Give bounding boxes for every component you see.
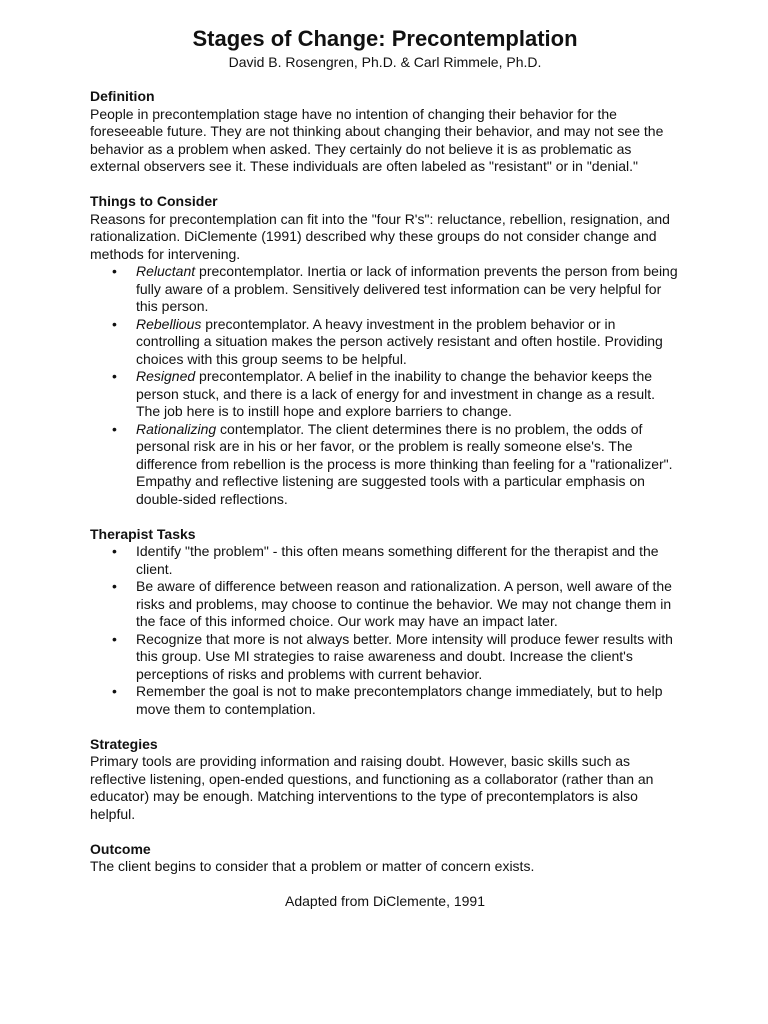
bullet-icon: • [112,578,117,594]
list-item-text: Be aware of difference between reason and rationalization. A person, well aware of the risks and problems, may choose to continue the behavior. We may not change them in the face of this informed choice. Our work may have an impact later. [136,578,672,629]
four-rs-list [90,263,680,508]
footer-citation: Adapted from DiClemente, 1991 [285,893,485,909]
section-heading: Things to Consider [90,193,218,209]
section-definition [90,88,680,176]
bullet-icon: • [112,630,117,647]
list-item-term: Rebellious [136,315,202,332]
section-outcome [90,841,680,876]
list-item [90,263,680,316]
list-item-text: contemplator. The client determines there is no problem, the odds of personal risk are in his or her favor, or the problem is really someone else's. The difference from rebellion is the process is more thinking than feeling for a "rationalizer". Empathy and reflective listening are suggested tools with a particular emphasis on double-sided reflections. [136,420,673,507]
list-item [90,316,680,369]
bullet-icon: • [112,543,117,559]
list-item-text: Identify "the problem" - this often means something different for the therapist and the client. [136,543,659,577]
things-to-consider-intro: Reasons for precontemplation can fit into the "four R's": reluctance, rebellion, resignation, and rationalization. DiClemente (1991) described why these groups do not consider change and methods for intervening. [90,210,670,262]
section-strategies [90,736,680,824]
section-heading: Definition [90,88,155,104]
section-heading: Outcome [90,840,151,857]
list-item-term: Reluctant [136,263,196,279]
section-things-to-consider [90,193,680,508]
bullet-icon: • [112,315,117,332]
list-item [90,578,680,631]
list-item [90,421,680,509]
document-page [90,24,680,911]
list-item [90,683,680,718]
therapist-tasks-list [90,543,680,718]
bullet-icon: • [112,368,117,384]
section-heading: Strategies [90,735,158,752]
page-title: Stages of Change: Precontemplation [192,26,578,51]
section-heading: Therapist Tasks [90,525,196,542]
bullet-icon: • [112,263,117,279]
authors: David B. Rosengren, Ph.D. & Carl Rimmele, Ph.D. [228,54,542,70]
list-item-text: Recognize that more is not always better. More intensity will produce fewer results with this group. Use MI strategies to raise awareness and doubt. Increase the client's perceptions of risks and problems with current behavior. [136,630,673,682]
list-item-text: precontemplator. Inertia or lack of information prevents the person from being fully aware of a problem. Sensitively delivered test information can be very helpful for this person. [136,263,678,314]
outcome-text: The client begins to consider that a problem or matter of concern exists. [90,858,535,874]
strategies-text: Primary tools are providing information and raising doubt. However, basic skills such as reflective listening, open-ended questions, and functioning as a collaborator (rather than an educator) may be enough. Matching interventions to the type of precontemplators is also helpful. [90,753,654,822]
list-item [90,368,680,421]
list-item [90,631,680,684]
list-item [90,543,680,578]
section-therapist-tasks [90,526,680,719]
list-item-text: precontemplator. A belief in the inability to change the behavior keeps the person stuck, and there is a lack of energy for and investment in change as a result. The job here is to instill hope and explore barriers to change. [136,368,656,419]
list-item-text: Remember the goal is not to make precontemplators change immediately, but to help move them to contemplation. [136,683,663,717]
definition-text: People in precontemplation stage have no intention of changing their behavior for the foreseeable future. They are not thinking about changing their behavior, and may not see the behavior as a problem when asked. They certainly do not believe it is as problematic as external observers see it. These individuals are often labeled as "resistant" or in "denial." [90,105,664,174]
list-item-text: precontemplator. A heavy investment in the problem behavior or in controlling a situation makes the person actively resistant and often hostile. Providing choices with this group seems to be helpful. [136,315,663,367]
list-item-term: Rationalizing [136,420,217,437]
bullet-icon: • [112,683,117,699]
bullet-icon: • [112,420,117,437]
list-item-term: Resigned [136,368,196,384]
